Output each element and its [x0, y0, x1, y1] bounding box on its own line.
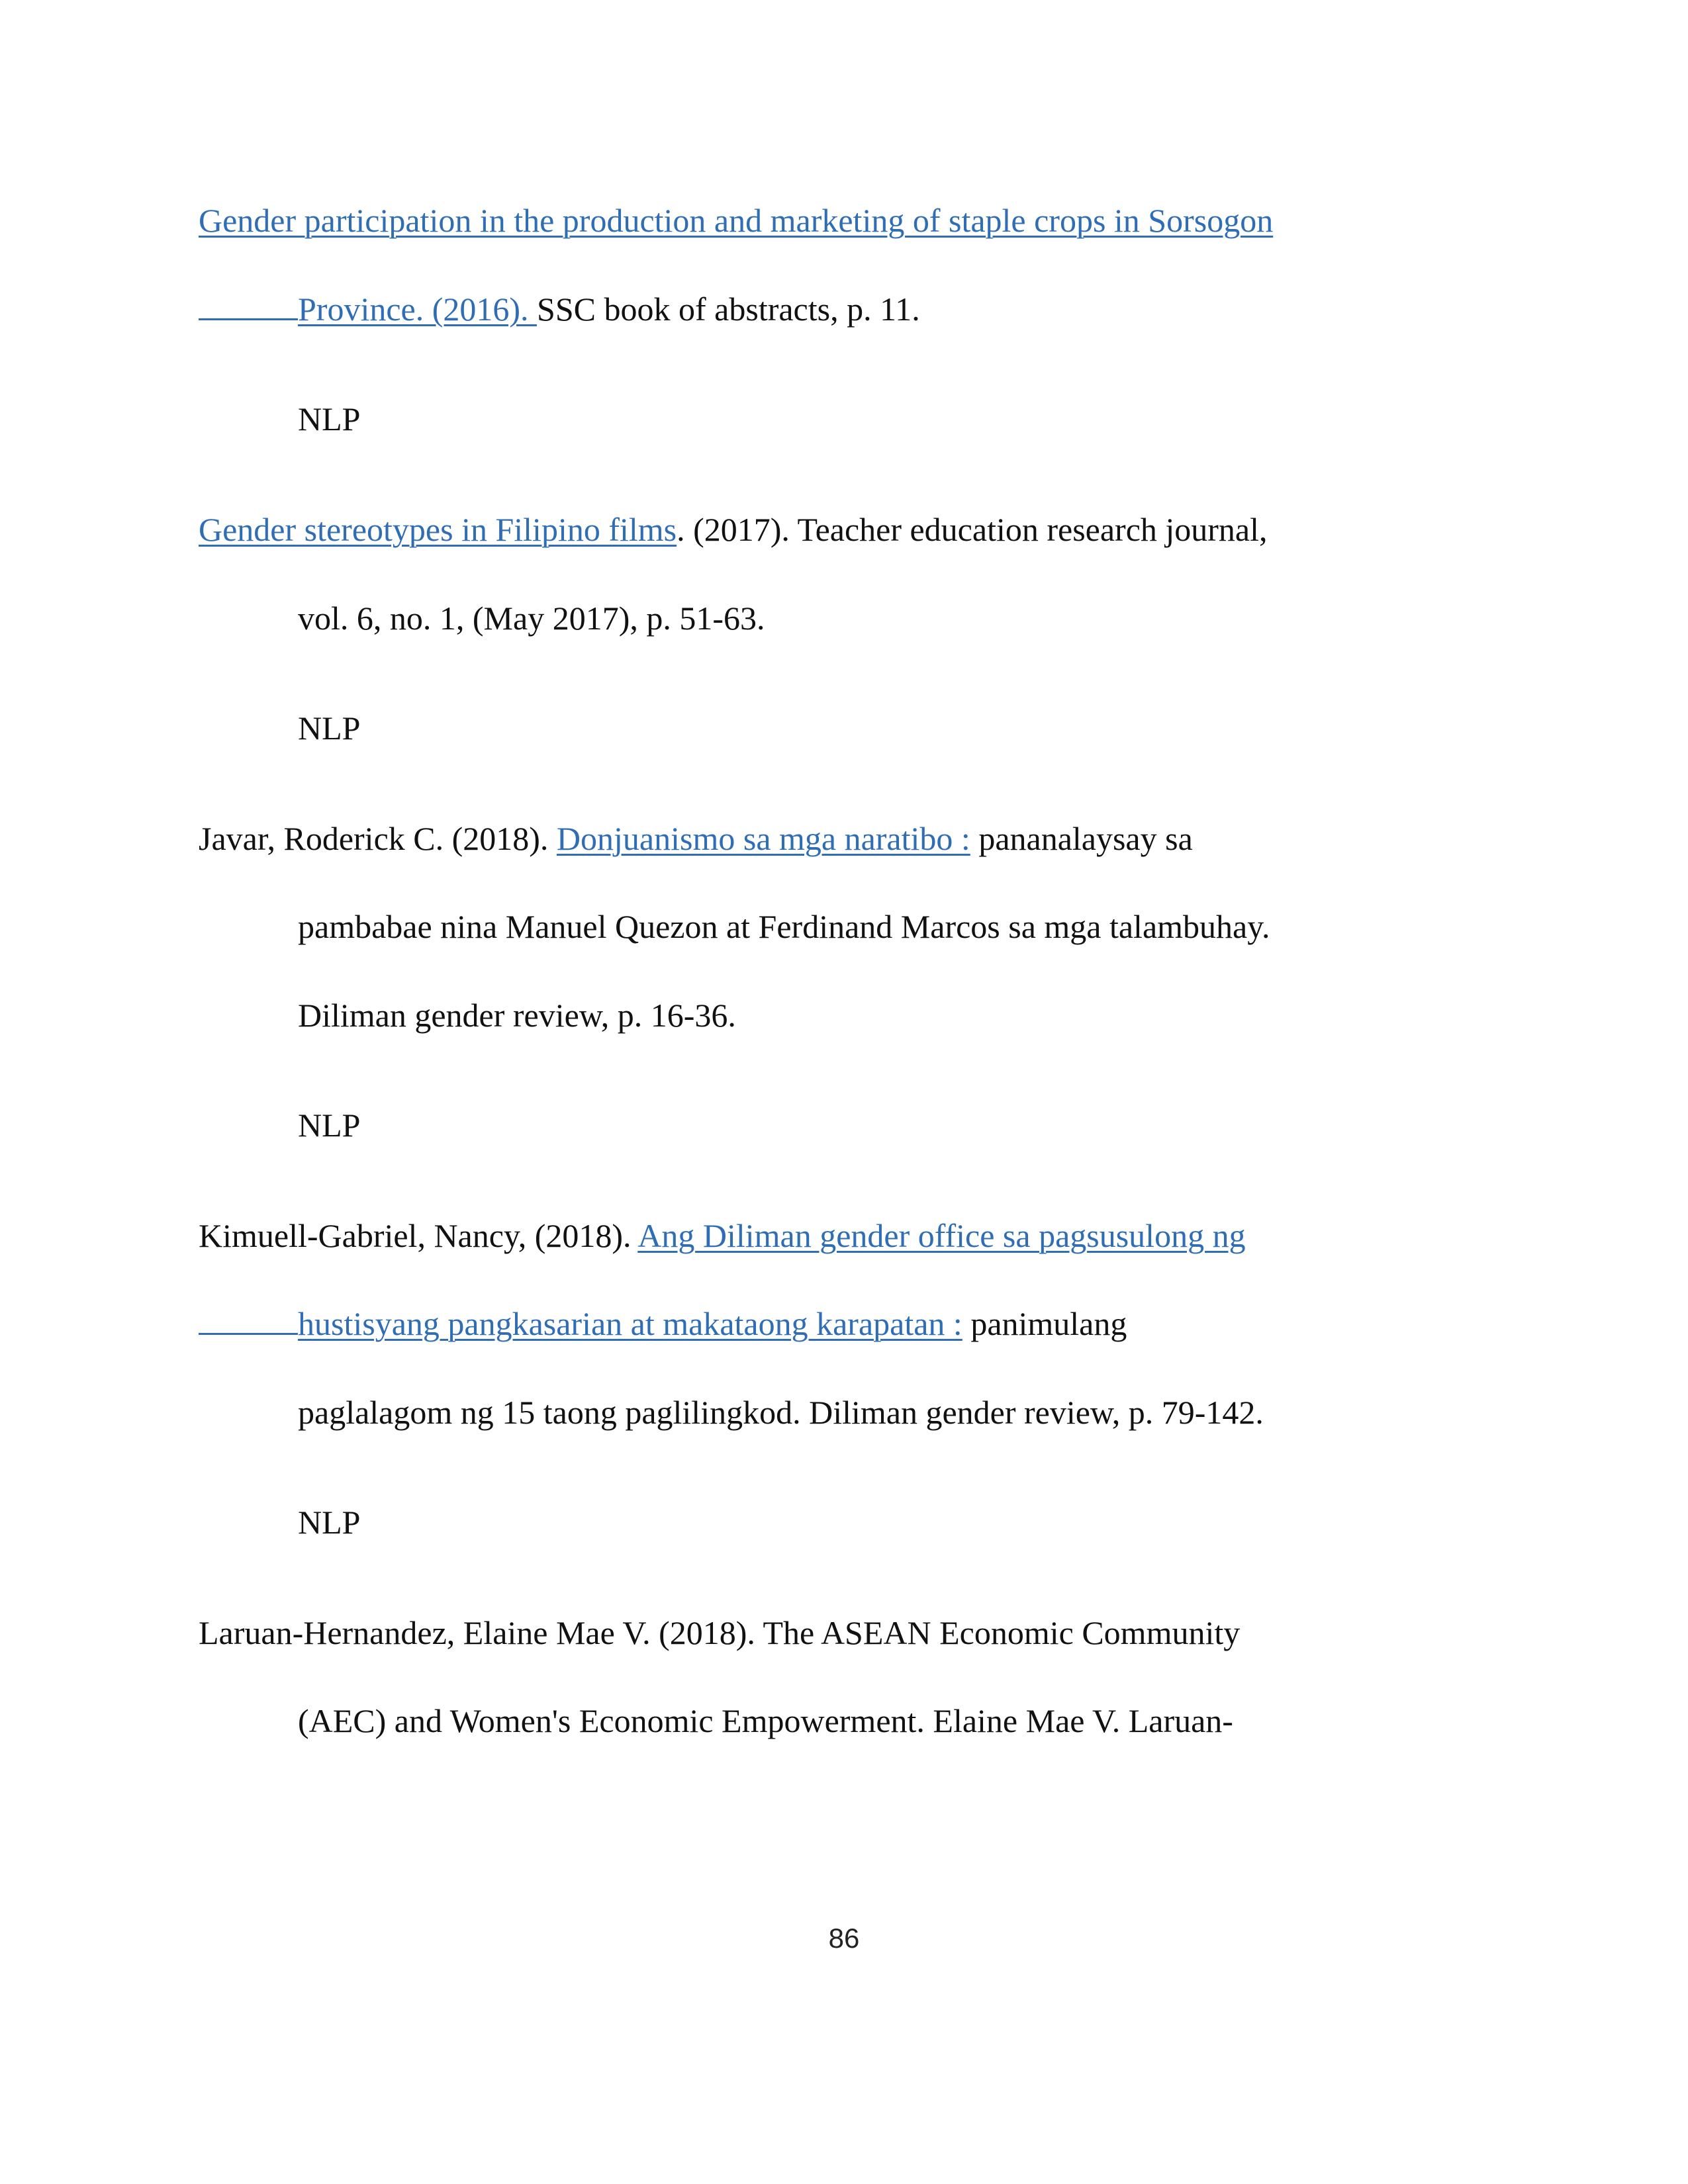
- entry-3-title-rest: pananalaysay sa: [970, 820, 1193, 857]
- entry-2-source: . (2017). Teacher education research journal,: [677, 511, 1268, 548]
- page-number: 86: [828, 1923, 860, 1954]
- entry-3-line-1: [199, 819, 1193, 858]
- entry-1-nlp: NLP: [298, 400, 361, 437]
- entry-3-author: Javar, Roderick C. (2018).: [199, 820, 557, 857]
- entry-1-title-link-cont[interactable]: Province. (2016).: [298, 291, 538, 328]
- entry-2-nlp: NLP: [298, 709, 361, 747]
- link-indent-underline: [199, 289, 298, 320]
- entry-4-line-1: [199, 1216, 1246, 1255]
- entry-1-line-1: [199, 201, 1273, 240]
- entry-4-nlp: NLP: [298, 1504, 361, 1541]
- entry-3-line-3: Diliman gender review, p. 16-36.: [298, 997, 736, 1034]
- entry-2-line-1: [199, 510, 1268, 549]
- entry-4-line-3: paglalagom ng 15 taong paglilingkod. Diliman gender review, p. 79-142.: [298, 1394, 1264, 1431]
- entry-5-line-1: Laruan-Hernandez, Elaine Mae V. (2018). The ASEAN Economic Community: [199, 1614, 1241, 1651]
- entry-4-title-link[interactable]: Ang Diliman gender office sa pagsusulong ng: [637, 1217, 1246, 1254]
- entry-4-author: Kimuell-Gabriel, Nancy, (2018).: [199, 1217, 638, 1254]
- entry-2-title-link[interactable]: Gender stereotypes in Filipino films: [199, 511, 677, 548]
- entry-1-source: SSC book of abstracts, p. 11.: [537, 291, 920, 328]
- entry-3-title-link[interactable]: Donjuanismo sa mga naratibo :: [556, 820, 970, 857]
- entry-3-nlp: NLP: [298, 1107, 361, 1144]
- entry-4-title-link-cont[interactable]: hustisyang pangkasarian at makataong karapatan :: [298, 1305, 962, 1342]
- entry-3-line-2: pambabae nina Manuel Quezon at Ferdinand Marcos sa mga talambuhay.: [298, 908, 1270, 945]
- entry-4-title-rest: panimulang: [962, 1305, 1127, 1342]
- entry-1-title-link[interactable]: Gender participation in the production and marketing of staple crops in Sorsogon: [199, 202, 1274, 239]
- entry-2-line-2: vol. 6, no. 1, (May 2017), p. 51-63.: [298, 600, 765, 637]
- link-indent-underline: [199, 1304, 298, 1335]
- entry-4-line-2: [199, 1304, 1127, 1343]
- entry-1-line-2: [199, 289, 920, 329]
- entry-5-line-2: (AEC) and Women's Economic Empowerment. Elaine Mae V. Laruan-: [298, 1702, 1233, 1739]
